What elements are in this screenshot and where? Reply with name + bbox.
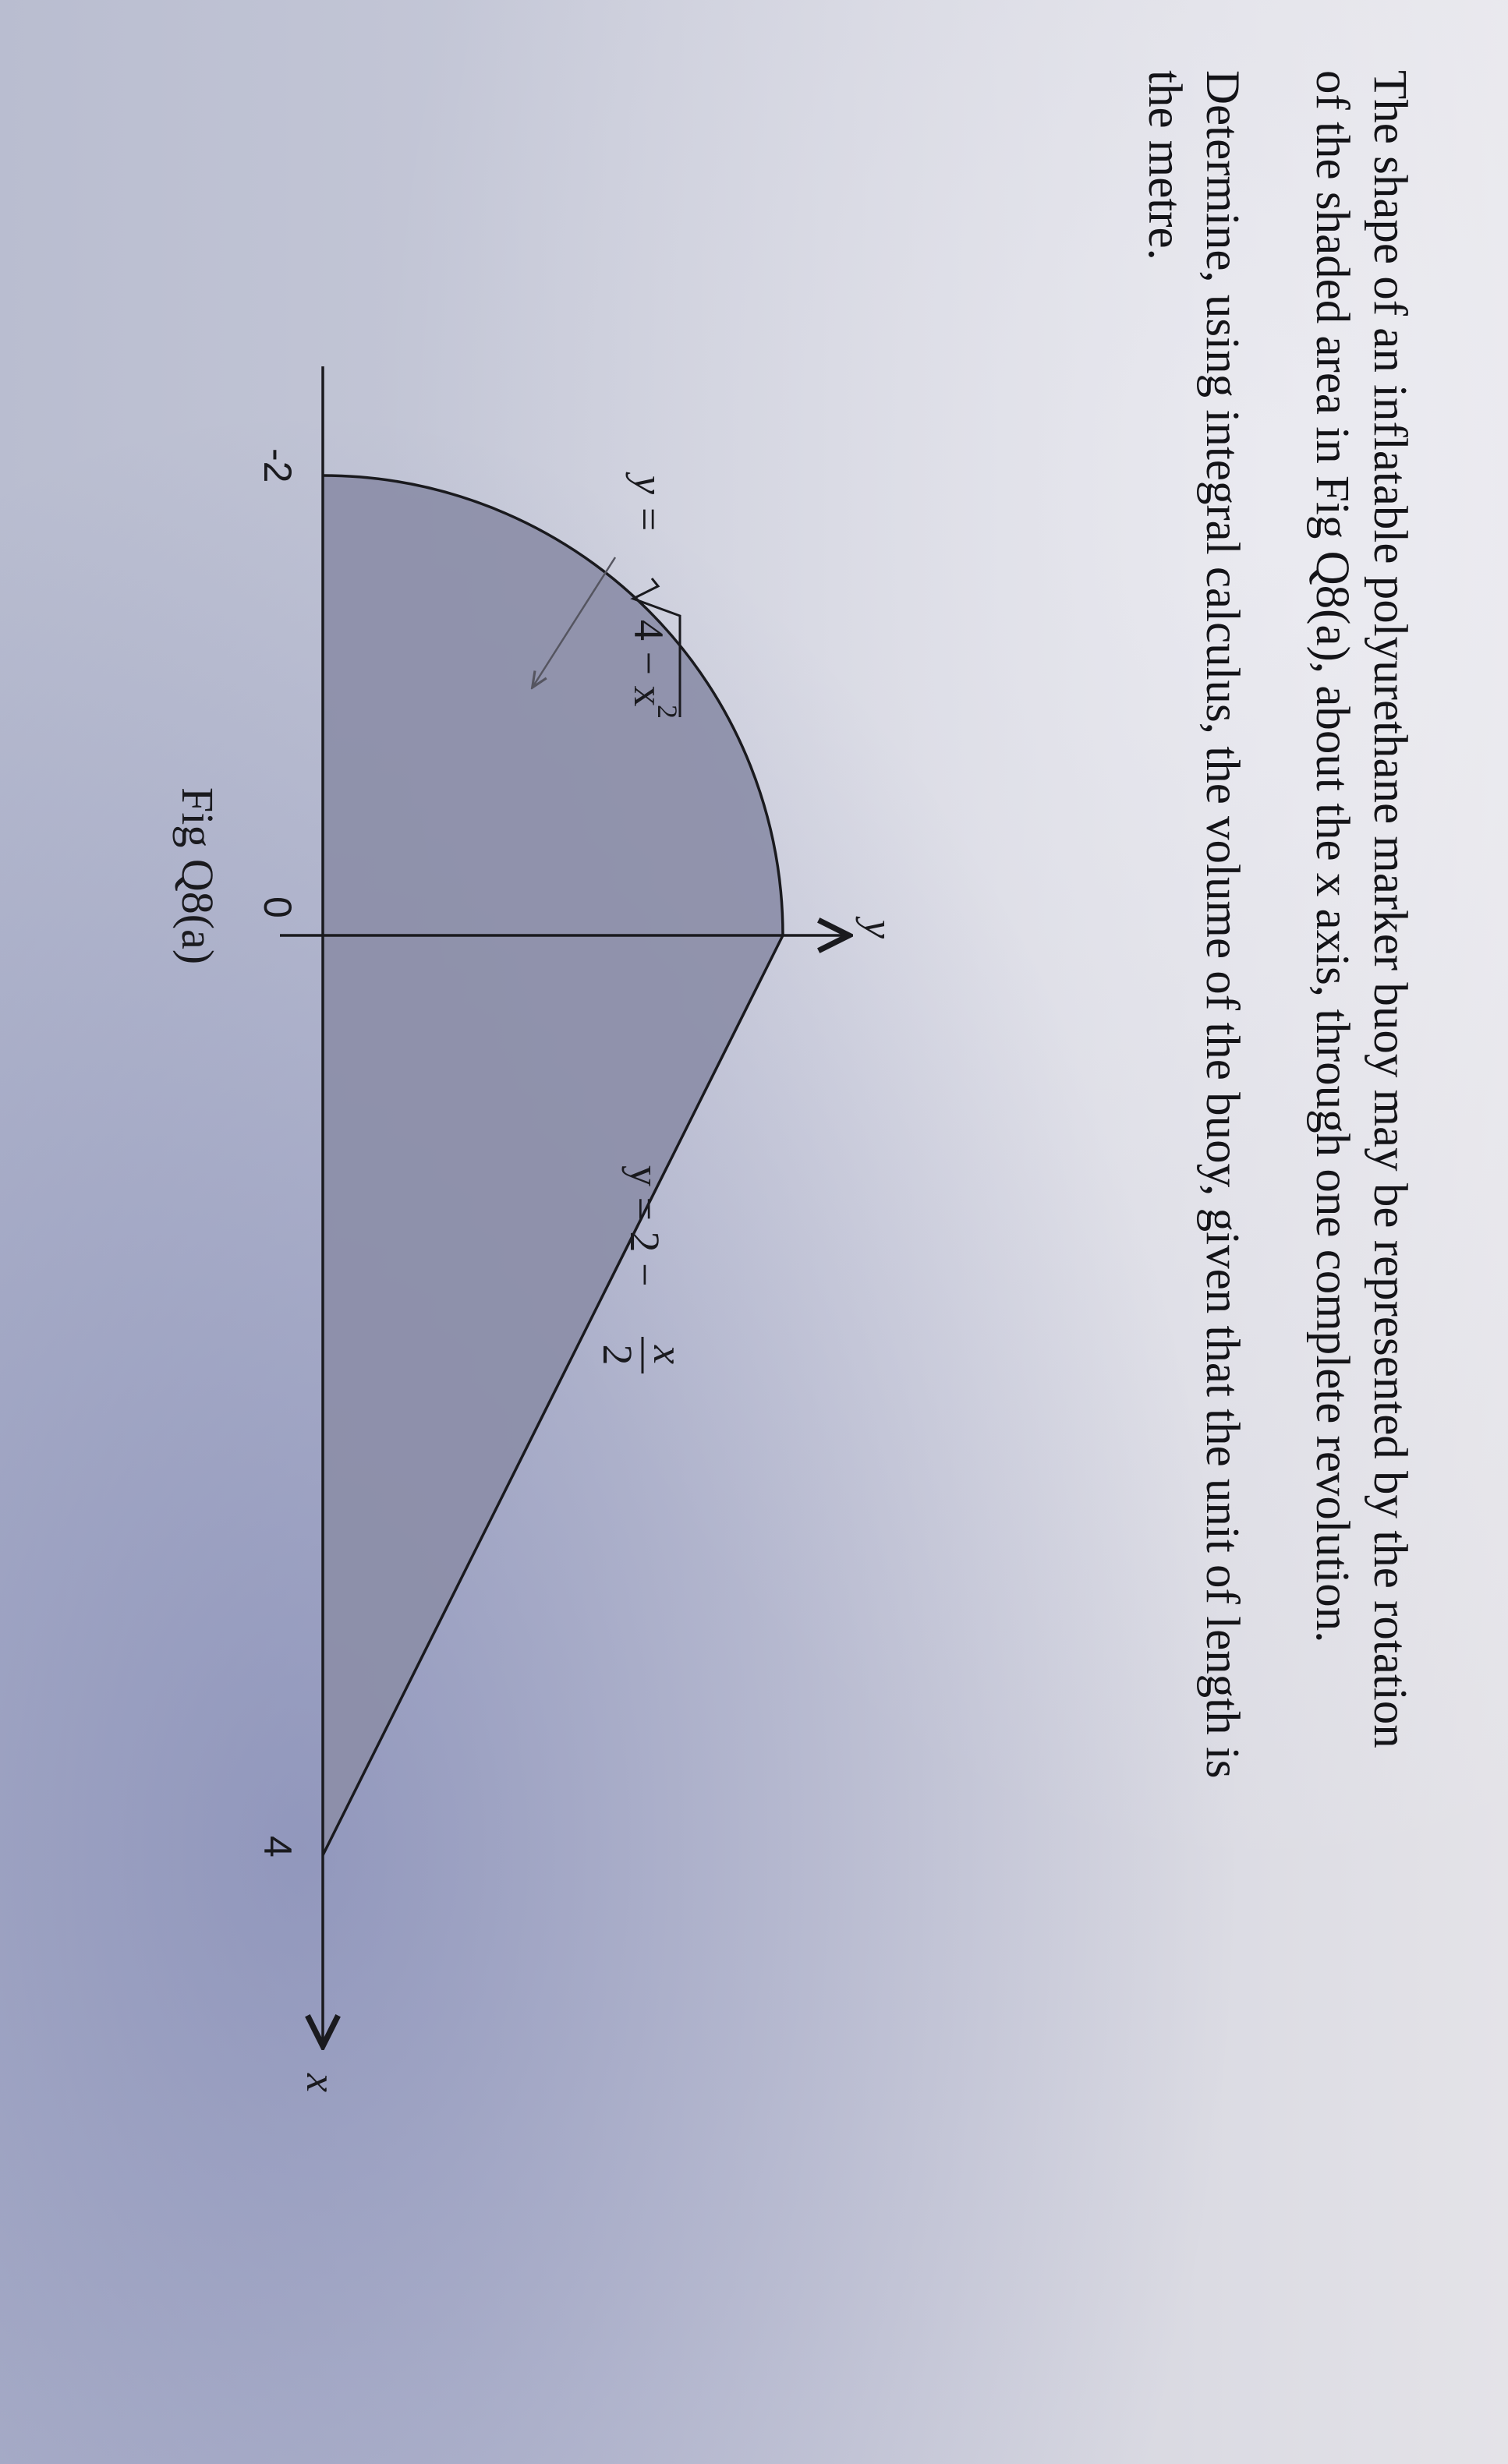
eq-left-exponent: 2 bbox=[652, 705, 683, 719]
task-line-2: the metre. bbox=[1138, 70, 1191, 260]
svg-text:2 bbox=[652, 705, 683, 719]
svg-text:y = bbox=[625, 472, 672, 533]
eq-left-lhs: y = bbox=[625, 475, 672, 533]
task-line-1: Determine, using integral calculus, the volume of the buoy, given that the unit of length is bbox=[1196, 70, 1248, 1779]
svg-text:x bbox=[645, 1345, 692, 1364]
x-axis-label: x bbox=[298, 2073, 345, 2092]
eq-right-denominator: 2 bbox=[594, 1344, 641, 1366]
shaded-region bbox=[323, 475, 783, 1855]
svg-text:4 − x bbox=[625, 620, 672, 706]
svg-text:y = 2 − bbox=[621, 1165, 668, 1286]
eq-left-radicand: 4 − x bbox=[625, 620, 672, 707]
question-line-1: The shape of an inflatable polyurethane marker buoy may be represented by the rotation bbox=[1364, 70, 1416, 1748]
eq-right-numerator: x bbox=[645, 1345, 692, 1364]
tick-label-4: 4 bbox=[256, 1836, 299, 1858]
question-line-2: of the shaded area in Fig Q8(a), about the x axis, through one complete revolution. bbox=[1306, 70, 1358, 1643]
eq-right-lhs: y = 2 − bbox=[621, 1165, 668, 1287]
tick-label-0: 0 bbox=[256, 896, 299, 918]
svg-text:2 bbox=[594, 1345, 641, 1366]
y-axis-label: y bbox=[855, 920, 902, 939]
figure-caption: Fig Q8(a) bbox=[172, 787, 223, 965]
tick-label-minus-2: -2 bbox=[256, 448, 299, 483]
